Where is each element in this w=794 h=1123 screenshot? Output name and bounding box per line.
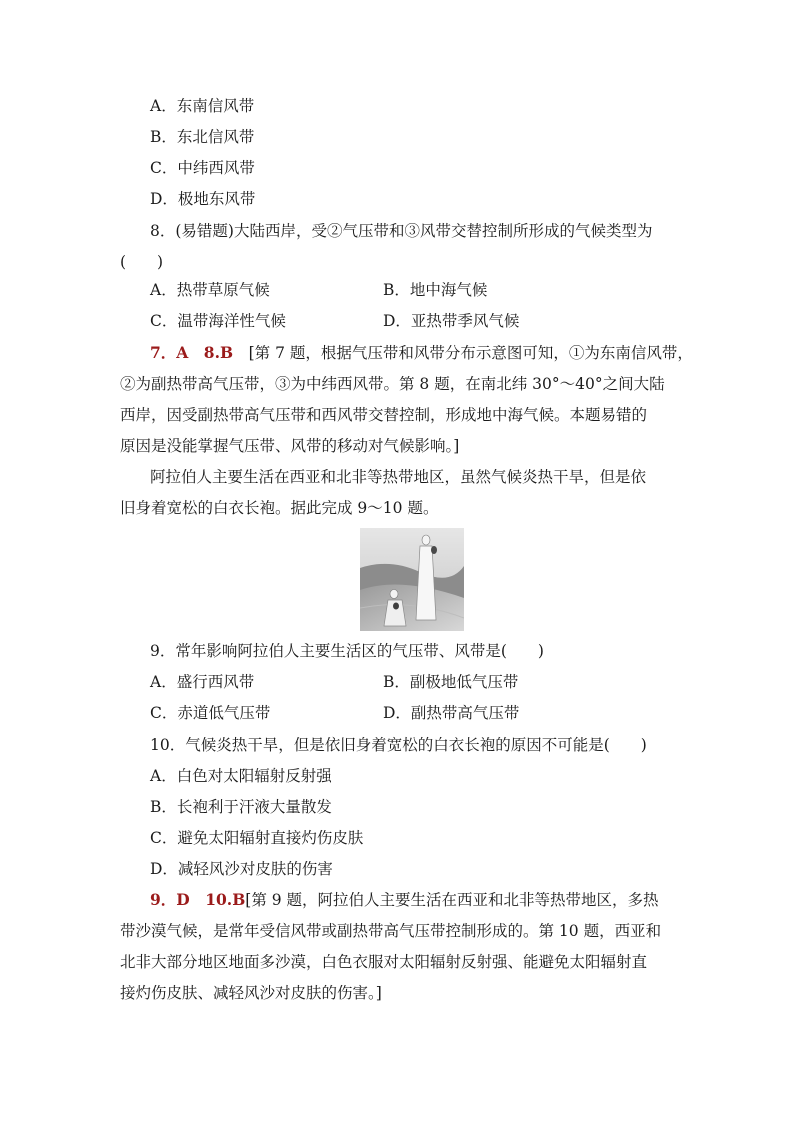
- q9-option-c: C．赤道低气压带: [150, 704, 271, 722]
- answer-7-8-line-1: [150, 342, 693, 364]
- answer-9-10-label: 9．D 10.B: [150, 890, 246, 909]
- desert-photo: [360, 528, 464, 631]
- q10-option-b: B．长袍利于汗液大量散发: [150, 798, 332, 816]
- q9-option-d: D．副热带高气压带: [383, 704, 520, 722]
- q8-option-b: B．地中海气候: [383, 281, 488, 299]
- q8-option-c: C．温带海洋性气候: [150, 312, 286, 330]
- answer-9-10-line-2: 带沙漠气候，是常年受信风带或副热带高气压带控制形成的。第 10 题，西亚和: [120, 922, 662, 940]
- q7-option-d: D．极地东风带: [150, 190, 256, 208]
- answer-9-10-text-1: [第 9 题，阿拉伯人主要生活在西亚和北非等热带地区，多热: [245, 891, 659, 909]
- q10-stem: 10．气候炎热干旱，但是依旧身着宽松的白衣长袍的原因不可能是( ): [150, 736, 647, 754]
- q8-option-a: A．热带草原气候: [150, 281, 270, 299]
- answer-7-8-line-2: ②为副热带高气压带，③为中纬西风带。第 8 题，在南北纬 30°～40°之间大陆: [120, 375, 665, 393]
- q9-option-a: A．盛行西风带: [150, 673, 255, 691]
- q8-option-d: D．亚热带季风气候: [383, 312, 520, 330]
- q8-stem: 8．(易错题)大陆西岸，受②气压带和③风带交替控制所形成的气候类型为: [150, 222, 653, 240]
- q10-option-d: D．减轻风沙对皮肤的伤害: [150, 860, 333, 878]
- intro-line-1: 阿拉伯人主要生活在西亚和北非等热带地区，虽然气候炎热干旱，但是依: [150, 468, 647, 486]
- q7-option-a: A．东南信风带: [150, 97, 255, 115]
- q10-option-a: A．白色对太阳辐射反射强: [150, 767, 332, 785]
- answer-7-8-label: 7．A 8.B: [150, 343, 234, 362]
- q10-option-c: C．避免太阳辐射直接灼伤皮肤: [150, 829, 364, 847]
- q9-option-b: B．副极地低气压带: [383, 673, 519, 691]
- q7-option-c: C．中纬西风带: [150, 159, 255, 177]
- answer-7-8-line-3: 西岸，因受副热带高气压带和西风带交替控制，形成地中海气候。本题易错的: [120, 406, 648, 424]
- answer-7-8-text-1: [第 7 题，根据气压带和风带分布示意图可知，①为东南信风带，: [233, 344, 693, 362]
- answer-9-10-line-4: 接灼伤皮肤、减轻风沙对皮肤的伤害。]: [120, 984, 382, 1002]
- q7-option-b: B．东北信风带: [150, 128, 255, 146]
- q8-bracket: ( ): [120, 253, 164, 271]
- answer-9-10-line-1: [150, 889, 659, 911]
- answer-9-10-line-3: 北非大部分地区地面多沙漠，白色衣服对太阳辐射反射强、能避免太阳辐射直: [120, 953, 648, 971]
- q9-stem: 9．常年影响阿拉伯人主要生活区的气压带、风带是( ): [150, 642, 544, 660]
- answer-7-8-line-4: 原因是没能掌握气压带、风带的移动对气候影响。]: [120, 437, 460, 455]
- intro-line-2: 旧身着宽松的白衣长袍。据此完成 9～10 题。: [120, 499, 439, 517]
